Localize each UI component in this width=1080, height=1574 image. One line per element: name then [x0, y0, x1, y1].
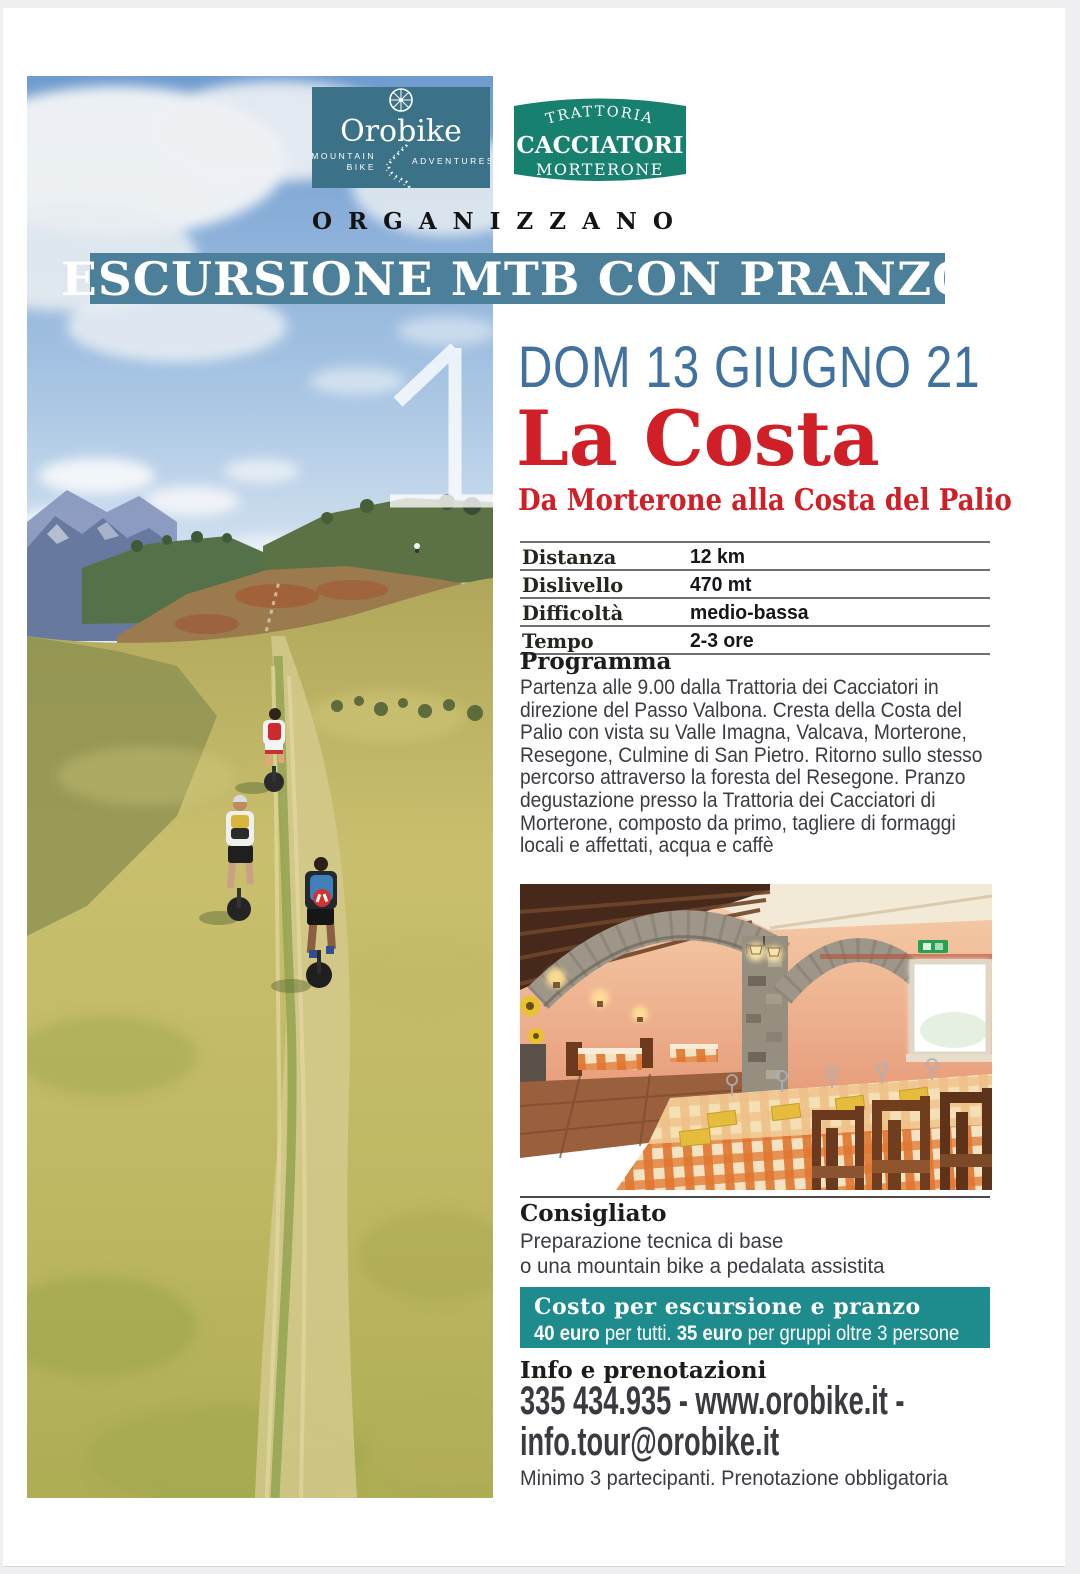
trail-curve-icon	[386, 145, 409, 188]
trattoria-cacciatori-logo	[512, 91, 688, 188]
participants-note: Minimo 3 partecipanti. Prenotazione obbligatoria	[520, 1466, 948, 1490]
trattoria-sub-text: MORTERONE	[536, 160, 664, 179]
program-body: Partenza alle 9.00 dalla Trattoria dei Cacciatori in direzione del Passo Valbona. Cresta della Costa del Palio con vista su Valle Imagna, Valcava, Morterone, Resegone, Culmine di San Pietro. Ritorno sullo stesso percorso attraverso la foresta del Resegone. Pranzo degustazione presso la Trattoria dei Cacciatori di Morterone, composto da primo, tagliere di formaggi locali e affettati, acqua e caffè	[520, 676, 983, 858]
trattoria-arc-text: TRATTORIA	[544, 103, 656, 128]
viewer-chrome-top	[0, 0, 1080, 8]
price-amount: 35 euro	[676, 1322, 743, 1345]
table-row	[520, 597, 990, 625]
price-heading: Costo per escursione e pranzo	[534, 1294, 921, 1320]
event-title: La Costa	[516, 394, 880, 483]
price-amount: 40 euro	[534, 1322, 600, 1345]
organizer-line: ORGANIZZANO	[312, 208, 689, 235]
program-heading: Programma	[520, 648, 672, 675]
svg-text:MOUNTAIN: MOUNTAIN	[312, 151, 376, 161]
orobike-logo	[312, 87, 490, 188]
table-row	[520, 569, 990, 597]
detail-label: Dislivello	[522, 573, 624, 597]
section-divider	[520, 1196, 990, 1198]
edition-number	[390, 340, 512, 510]
svg-text:ADVENTURES: ADVENTURES	[412, 156, 490, 166]
detail-value: 2-3 ore	[690, 630, 754, 652]
advice-heading: Consigliato	[520, 1200, 667, 1227]
window	[906, 960, 992, 1062]
contact-line: 335 434.935 - www.orobike.it - info.tour@orobike.it	[520, 1379, 905, 1464]
detail-value: medio-bassa	[690, 602, 809, 624]
advice-line-1: Preparazione tecnica di base	[520, 1229, 784, 1253]
advice-line-2: o una mountain bike a pedalata assistita	[520, 1254, 885, 1278]
viewer-chrome-left	[0, 0, 3, 1574]
main-title-banner	[60, 251, 975, 306]
detail-value: 470 mt	[690, 574, 752, 596]
detail-value: 12 km	[690, 546, 746, 568]
detail-label: Difficoltà	[522, 601, 624, 625]
detail-label: Tempo	[522, 629, 594, 653]
bicycle-wheel-icon	[390, 89, 412, 111]
svg-text:BIKE: BIKE	[346, 162, 376, 172]
viewer-chrome-bottom	[0, 1566, 1080, 1574]
detail-label: Distanza	[522, 545, 617, 569]
event-subtitle: Da Morterone alla Costa del Palio	[518, 483, 1012, 518]
contact-heading: Info e prenotazioni	[520, 1357, 767, 1384]
trattoria-main-text: CACCIATORI	[516, 132, 684, 159]
event-date: DOM 13 GIUGNO 21	[518, 335, 981, 400]
exit-sign	[918, 940, 948, 953]
orobike-wordmark: Orobike	[340, 114, 462, 149]
price-banner	[520, 1287, 990, 1348]
table-row	[520, 541, 990, 569]
price-line: 40 euro per tutti. 35 euro per gruppi oltre 3 persone	[534, 1322, 960, 1345]
main-title-banner-text: ESCURSIONE MTB CON PRANZO	[60, 251, 975, 306]
stone-pillar	[742, 936, 788, 1098]
viewer-chrome-right	[1065, 0, 1080, 1574]
details-table	[520, 541, 990, 655]
restaurant-photo	[520, 884, 992, 1190]
